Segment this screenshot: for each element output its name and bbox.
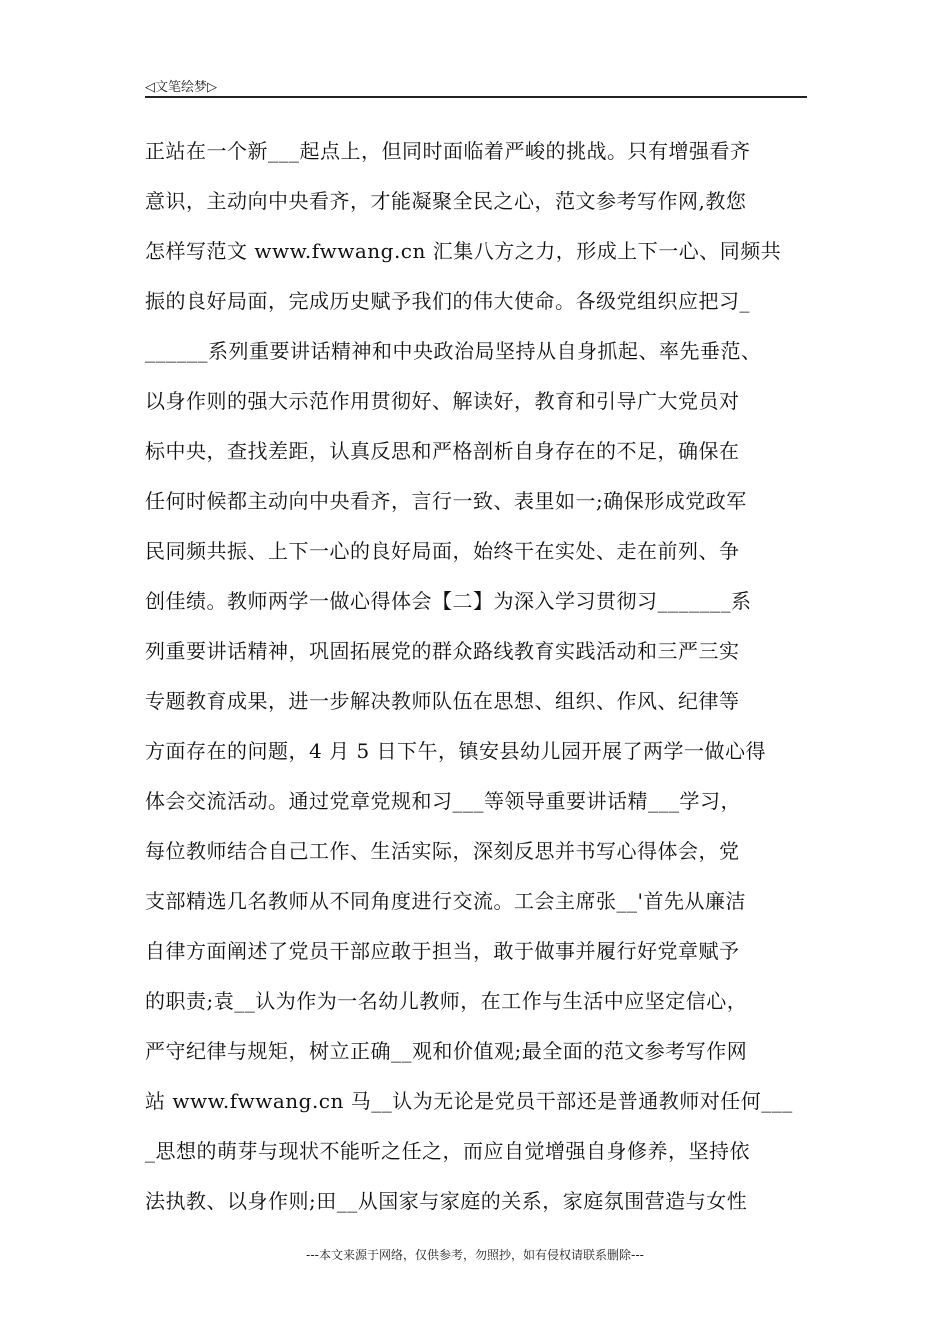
page-header <box>145 74 807 98</box>
body-line: 任何时候都主动向中央看齐，言行一致、表里如一;确保形成党政军 <box>145 489 747 513</box>
body-line: 严守纪律与规矩，树立正确__观和价值观;最全面的范文参考写作网 <box>145 1039 748 1063</box>
body-line: 体会交流活动。通过党章党规和习___等领导重要讲话精___学习， <box>145 789 741 813</box>
body-line: 意识，主动向中央看齐，才能凝聚全民之心，范文参考写作网,教您 <box>145 189 747 213</box>
body-line: 法执教、以身作则;田__从国家与家庭的关系，家庭氛围营造与女性 <box>145 1189 748 1213</box>
page-footer: ---本文来源于网络，仅供参考，勿照抄，如有侵权请联系删除--- <box>306 1248 644 1262</box>
body-line: 振的良好局面，完成历史赋予我们的伟大使命。各级党组织应把习_ <box>145 289 750 313</box>
body-line: 自律方面阐述了党员干部应敢于担当，敢于做事并履行好党章赋予 <box>145 939 740 963</box>
body-line: 支部精选几名教师从不同角度进行交流。工会主席张__'首先从廉洁 <box>145 889 746 913</box>
body-line: 列重要讲话精神，巩固拓展党的群众路线教育实践活动和三严三实 <box>145 639 740 663</box>
header-title: ◁文笔绘梦▷ <box>145 80 217 95</box>
document-body <box>145 126 807 1226</box>
body-line: 民同频共振、上下一心的良好局面，始终干在实处、走在前列、争 <box>145 539 740 563</box>
body-line: 怎样写范文 www.fwwang.cn 汇集八方之力，形成上下一心、同频共 <box>145 239 782 263</box>
body-line: 专题教育成果，进一步解决教师队伍在思想、组织、作风、纪律等 <box>145 689 740 713</box>
body-line: 每位教师结合自己工作、生活实际，深刻反思并书写心得体会，党 <box>145 839 740 863</box>
body-line: 正站在一个新___起点上，但同时面临着严峻的挑战。只有增强看齐 <box>145 139 751 163</box>
body-line: 以身作则的强大示范作用贯彻好、解读好，教育和引导广大党员对 <box>145 389 740 413</box>
body-line: _思想的萌芽与现状不能听之任之，而应自觉增强自身修养，坚持依 <box>145 1139 750 1163</box>
body-line: ______系列重要讲话精神和中央政治局坚持从自身抓起、率先垂范、 <box>145 339 762 363</box>
body-line: 方面存在的问题，4 月 5 日下午，镇安县幼儿园开展了两学一做心得 <box>145 739 767 763</box>
body-line: 标中央，查找差距，认真反思和严格剖析自身存在的不足，确保在 <box>145 439 740 463</box>
body-line: 创佳绩。教师两学一做心得体会【二】为深入学习贯彻习_______系 <box>145 589 752 613</box>
body-line: 的职责;袁__认为作为一名幼儿教师，在工作与生活中应坚定信心， <box>145 989 748 1013</box>
body-line: 站 www.fwwang.cn 马__认为无论是党员干部还是普通教师对任何___ <box>145 1089 793 1113</box>
